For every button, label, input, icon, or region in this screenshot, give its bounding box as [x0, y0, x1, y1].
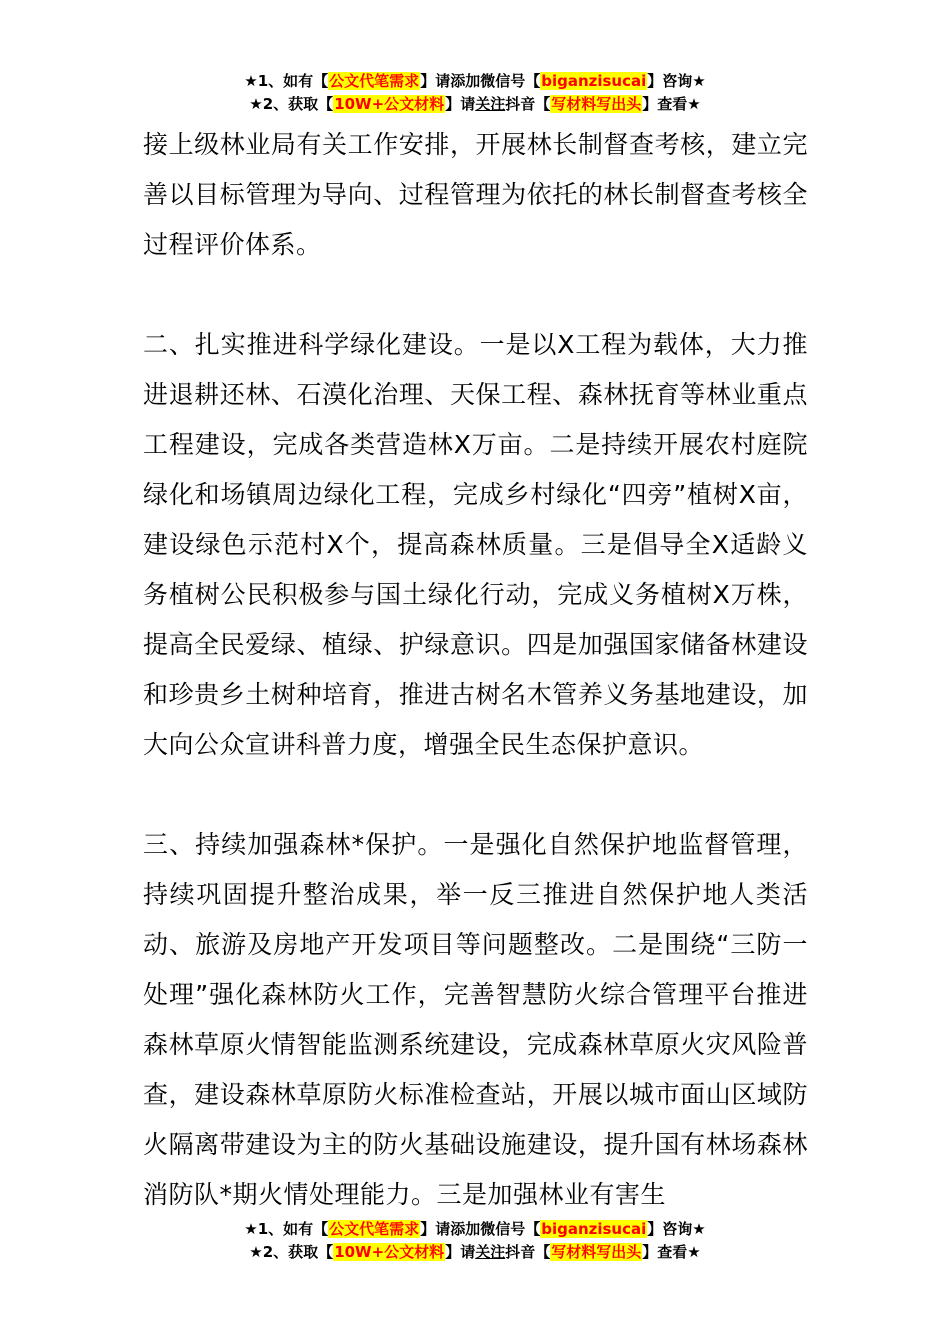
header-banner	[0, 70, 950, 116]
banner-line-1	[0, 1218, 950, 1241]
footer-banner	[0, 1218, 950, 1264]
banner-text: ★1、如有【	[244, 1220, 329, 1238]
paragraph-continuation: 接上级林业局有关工作安排，开展林长制督查考核，建立完善以目标管理为导向、过程管理为依托的林长制督查考核全过程评价体系。	[143, 130, 808, 259]
banner-highlight: biganzisucai	[541, 72, 647, 90]
banner-text: 】请添加微信号【	[420, 72, 541, 90]
banner-text: 】请	[445, 95, 476, 113]
banner-highlight: 公文代笔需求	[329, 72, 420, 90]
banner-highlight: 公文代笔需求	[329, 1220, 420, 1238]
banner-highlight: 10W+公文材料	[334, 1243, 445, 1261]
banner-highlight: biganzisucai	[541, 1220, 647, 1238]
banner-text: ★1、如有【	[244, 72, 329, 90]
document-body	[143, 120, 808, 1220]
paragraph-gap	[143, 770, 808, 820]
banner-text: 】咨询★	[647, 1220, 706, 1238]
banner-highlight: 10W+公文材料	[334, 95, 445, 113]
banner-underlined: 关注	[475, 95, 506, 113]
banner-text: ★2、获取【	[249, 1243, 334, 1261]
banner-highlight: 写材料写出头	[551, 1243, 642, 1261]
banner-text: 】请	[445, 1243, 476, 1261]
banner-text: 】查看★	[642, 95, 701, 113]
paragraph-gap	[143, 270, 808, 320]
banner-underlined: 关注	[475, 1243, 506, 1261]
banner-text: 抖音【	[505, 95, 551, 113]
banner-text: 】请添加微信号【	[420, 1220, 541, 1238]
banner-text: 抖音【	[505, 1243, 551, 1261]
banner-text: 】咨询★	[647, 72, 706, 90]
banner-text: 】查看★	[642, 1243, 701, 1261]
banner-line-2	[0, 1241, 950, 1264]
paragraph-section-3: 三、持续加强森林*保护。一是强化自然保护地监督管理，持续巩固提升整治成果，举一反三推进自然保护地人类活动、旅游及房地产开发项目等问题整改。二是围绕“三防一处理”强化森林防火工作，完善智慧防火综合管理平台推进森林草原火情智能监测系统建设，完成森林草原火灾风险普查，建设森林草原防火标准检查站，开展以城市面山区域防火隔离带建设为主的防火基础设施建设，提升国有林场森林消防队*期火情处理能力。三是加强林业有害生	[143, 830, 808, 1209]
banner-line-1	[0, 70, 950, 93]
banner-highlight: 写材料写出头	[551, 95, 642, 113]
banner-line-2	[0, 93, 950, 116]
paragraph-section-2: 二、扎实推进科学绿化建设。一是以X工程为载体，大力推进退耕还林、石漠化治理、天保工程、森林抚育等林业重点工程建设，完成各类营造林X万亩。二是持续开展农村庭院绿化和场镇周边绿化工程，完成乡村绿化“四旁”植树X亩，建设绿色示范村X个，提高森林质量。三是倡导全X适龄义务植树公民积极参与国土绿化行动，完成义务植树X万株，提高全民爱绿、植绿、护绿意识。四是加强国家储备林建设和珍贵乡土树种培育，推进古树名木管养义务基地建设，加大向公众宣讲科普力度，增强全民生态保护意识。	[143, 330, 808, 759]
banner-text: ★2、获取【	[249, 95, 334, 113]
